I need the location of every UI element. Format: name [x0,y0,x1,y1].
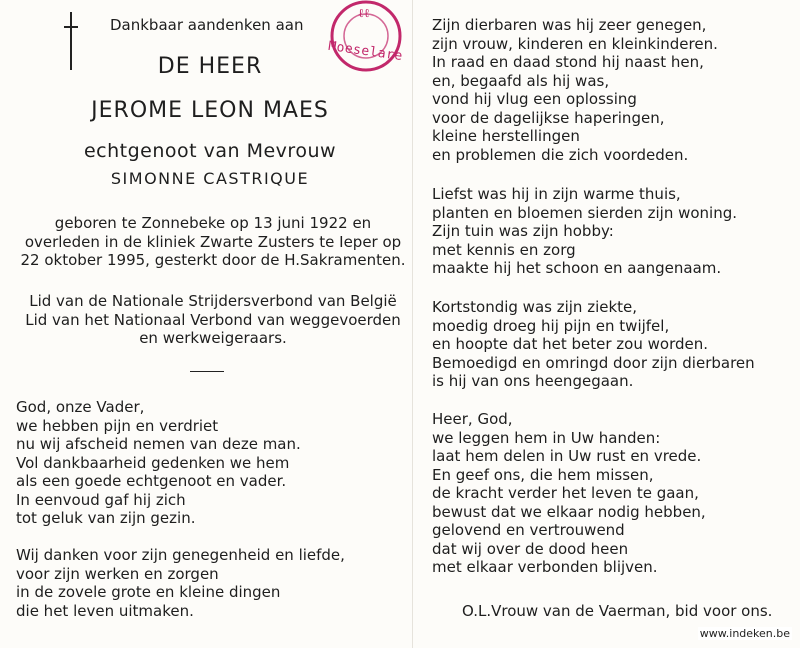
poem-line: en problemen die zich voordeden. [432,145,689,164]
birth-death-block [18,214,408,270]
poem-line: we hebben pijn en verdriet [16,416,219,435]
card-fold-line [412,0,413,648]
poem-line: En geef ons, die hem missen, [432,465,654,484]
poem-line: Heer, God, [432,410,513,428]
date-line: 22 oktober 1995, gesterkt door de H.Sakramenten. [20,251,406,269]
poem-line: zijn vrouw, kinderen en kleinkinderen. [432,34,718,53]
membership-line: Lid van de Nationale Strijdersverbond van België [29,292,397,310]
poem-line: voor zijn werken en zorgen [16,564,219,583]
title-text: DE HEER [157,54,263,79]
poem-line: met kennis en zorg [432,240,576,259]
poem-line: bewust dat we elkaar nodig hebben, [432,502,706,521]
poem-line: Zijn dierbaren was hij zeer genegen, [432,16,707,34]
poem-line: In eenvoud gaf hij zich [16,490,186,509]
poem-line: Kortstondig was zijn ziekte, [432,298,638,316]
stamp-text: Moeselare [327,38,404,65]
poem-line: voor de dagelijkse haperingen, [432,108,665,127]
poem-line: en, begaafd als hij was, [432,71,610,90]
poem-line: laat hem delen in Uw rust en vrede. [432,447,702,465]
membership-line: Lid van het Nationaal Verbond van weggevoerden [25,310,401,329]
poem-line: planten en bloemen sierden zijn woning. [432,203,738,222]
deceased-name: JEROME LEON MAES [91,98,329,123]
right-poem-stanza-4 [432,410,706,577]
spouse-name: SIMONNE CASTRIQUE [110,169,310,188]
poem-line: Zijn tuin was zijn hobby: [432,222,614,240]
poem-line: kleine herstellingen [432,127,580,145]
intro-text: Dankbaar aandenken aan [110,16,304,34]
poem-line: met elkaar verbonden blijven. [432,558,658,576]
right-poem-stanza-3 [432,298,755,391]
poem-line: die het leven uitmaken. [16,601,194,620]
spouse-intro: echtgenoot van Mevrouw [83,140,337,162]
poem-line: nu wij afscheid nemen van deze man. [16,435,301,453]
poem-line: dat wij over de dood heen [432,539,629,558]
divider-rule [190,371,224,372]
poem-line: Liefst was hij in zijn warme thuis, [432,185,681,203]
poem-line: gelovend en vertrouwend [432,521,625,539]
poem-line: In raad en daad stond hij naast hen, [432,53,704,71]
poem-line: we leggen hem in Uw handen: [432,428,661,447]
left-poem-stanza-1 [16,398,301,528]
poem-line: tot geluk van zijn gezin. [16,509,196,527]
watermark-text: www.indeken.be [699,627,790,640]
birth-line: geboren te Zonnebeke op 13 juni 1922 en [54,214,372,232]
stamp-mark: ℓℓ [358,6,370,20]
memberships-block [18,292,408,348]
membership-line: en werkweigeraars. [139,329,287,347]
poem-line: en hoopte dat het beter zou worden. [432,335,709,353]
poem-line: de kracht verder het leven te gaan, [432,484,699,502]
right-poem-stanza-2 [432,185,737,278]
poem-line: Bemoedigd en omringd door zijn dierbaren [432,353,755,372]
poem-line: Wij danken voor zijn genegenheid en liefde, [16,546,345,564]
right-poem-stanza-1 [432,16,718,164]
poem-line: in de zovele grote en kleine dingen [16,583,281,601]
poem-line: als een goede echtgenoot en vader. [16,472,287,490]
poem-line: is hij van ons heengegaan. [432,372,634,390]
poem-line: God, onze Vader, [16,398,145,416]
closing-prayer: O.L.Vrouw van de Vaerman, bid voor ons. [462,602,773,620]
poem-line: Vol dankbaarheid gedenken we hem [16,453,290,472]
poem-line: vond hij vlug een oplossing [432,90,637,108]
poem-line: maakte hij het schoon en aangenaam. [432,259,722,277]
left-poem-stanza-2 [16,546,345,620]
death-line: overleden in de kliniek Zwarte Zusters te Ieper op [24,232,402,251]
poem-line: moedig droeg hij pijn en twijfel, [432,316,670,335]
